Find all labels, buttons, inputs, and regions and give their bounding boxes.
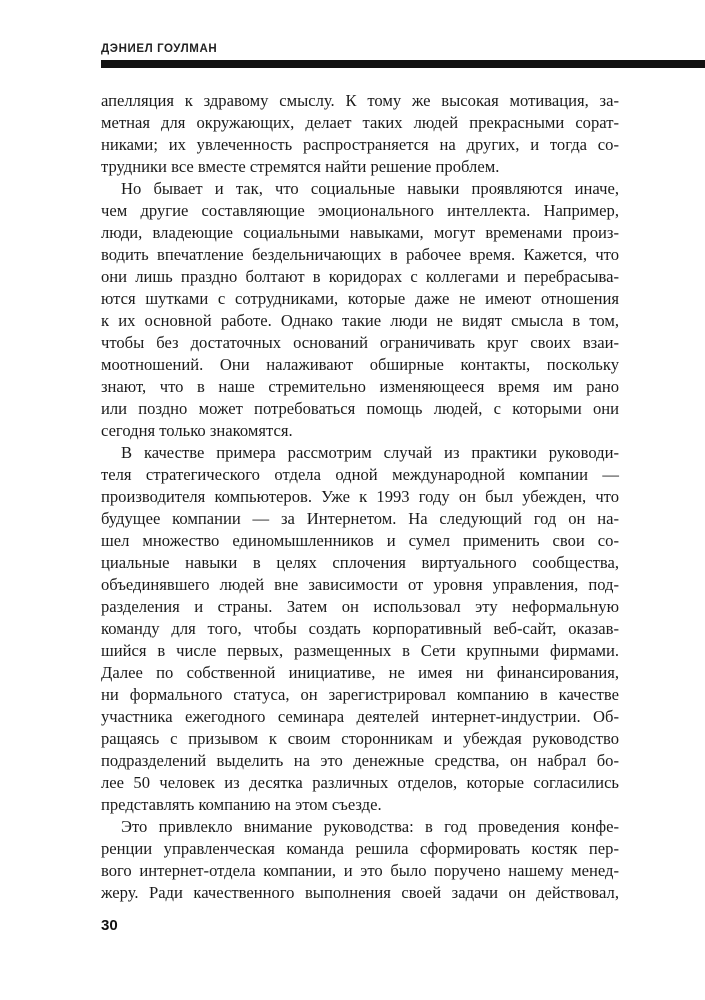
text-line: трудники все вместе стремятся найти решение проблем. [101, 157, 500, 176]
text-line: ращаясь с призывом к своим сторонникам и убеждая руководство [101, 729, 619, 748]
text-line: знают, что в наше стремительно изменяющееся время им рано [101, 377, 619, 396]
text-line: ни формального статуса, он зарегистрировал компанию в качестве [101, 685, 619, 704]
text-line: Далее по собственной инициативе, не имея ни финансирования, [101, 663, 619, 682]
text-line: будущее компании — за Интернетом. На следующий год он на- [101, 509, 619, 528]
text-line: водить впечатление бездельничающих в рабочее время. Кажется, что [101, 245, 619, 264]
text-line: лее 50 человек из десятка различных отделов, которые согласились [101, 773, 619, 792]
text-line: подразделений выделить на это денежные средства, он набрал бо- [101, 751, 619, 770]
text-line: люди, владеющие социальными навыками, могут временами произ- [101, 223, 619, 242]
text-line: представлять компанию на этом съезде. [101, 795, 382, 814]
text-line: апелляция к здравому смыслу. К тому же высокая мотивация, за- [101, 91, 619, 110]
text-line: жеру. Ради качественного выполнения своей задачи он действовал, [101, 883, 619, 902]
text-line: метная для окружающих, делает таких людей прекрасными сорат- [101, 113, 619, 132]
text-line: они лишь праздно болтают в коридорах с коллегами и перебрасыва- [101, 267, 619, 286]
page-number: 30 [101, 917, 118, 934]
text-line: участника ежегодного семинара деятелей интернет-индустрии. Об- [101, 707, 619, 726]
header-rule [101, 60, 705, 68]
text-line: объединявшего людей вне зависимости от уровня управления, под- [101, 575, 619, 594]
text-line: разделения и страны. Затем он использовал эту неформальную [101, 597, 619, 616]
text-line: производителя компьютеров. Уже к 1993 году он был убежден, что [101, 487, 619, 506]
text-line: вого интернет-отдела компании, и это было поручено нашему менед- [101, 861, 619, 880]
text-line: чем другие составляющие эмоционального интеллекта. Например, [101, 201, 619, 220]
text-line: шийся в числе первых, размещенных в Сети крупными фирмами. [101, 641, 619, 660]
text-line: ются шутками с сотрудниками, которые даже не имеют отношения [101, 289, 619, 308]
text-line: чтобы без достаточных оснований ограничивать круг своих взаи- [101, 333, 619, 352]
text-line: теля стратегического отдела одной международной компании — [101, 465, 619, 484]
running-header: ДЭНИЕЛ ГОУЛМАН [101, 43, 218, 55]
text-line: или поздно может потребоваться помощь людей, с которыми они [101, 399, 619, 418]
text-line: Это привлекло внимание руководства: в год проведения конфе- [121, 817, 619, 836]
text-line: циальные навыки в целях сплочения виртуального сообщества, [101, 553, 619, 572]
text-line: команду для того, чтобы создать корпоративный веб-сайт, оказав- [101, 619, 619, 638]
text-line: никами; их увлеченность распространяется на других, и тогда со- [101, 135, 619, 154]
text-line: моотношений. Они налаживают обширные контакты, поскольку [101, 355, 619, 374]
text-line: к их основной работе. Однако такие люди не видят смысла в том, [101, 311, 619, 330]
text-line: ренции управленческая команда решила сформировать костяк пер- [101, 839, 619, 858]
text-line: Но бывает и так, что социальные навыки проявляются иначе, [121, 179, 619, 198]
text-line: шел множество единомышленников и сумел применить свои со- [101, 531, 619, 550]
text-line: сегодня только знакомятся. [101, 421, 293, 440]
text-line: В качестве примера рассмотрим случай из практики руководи- [121, 443, 619, 462]
